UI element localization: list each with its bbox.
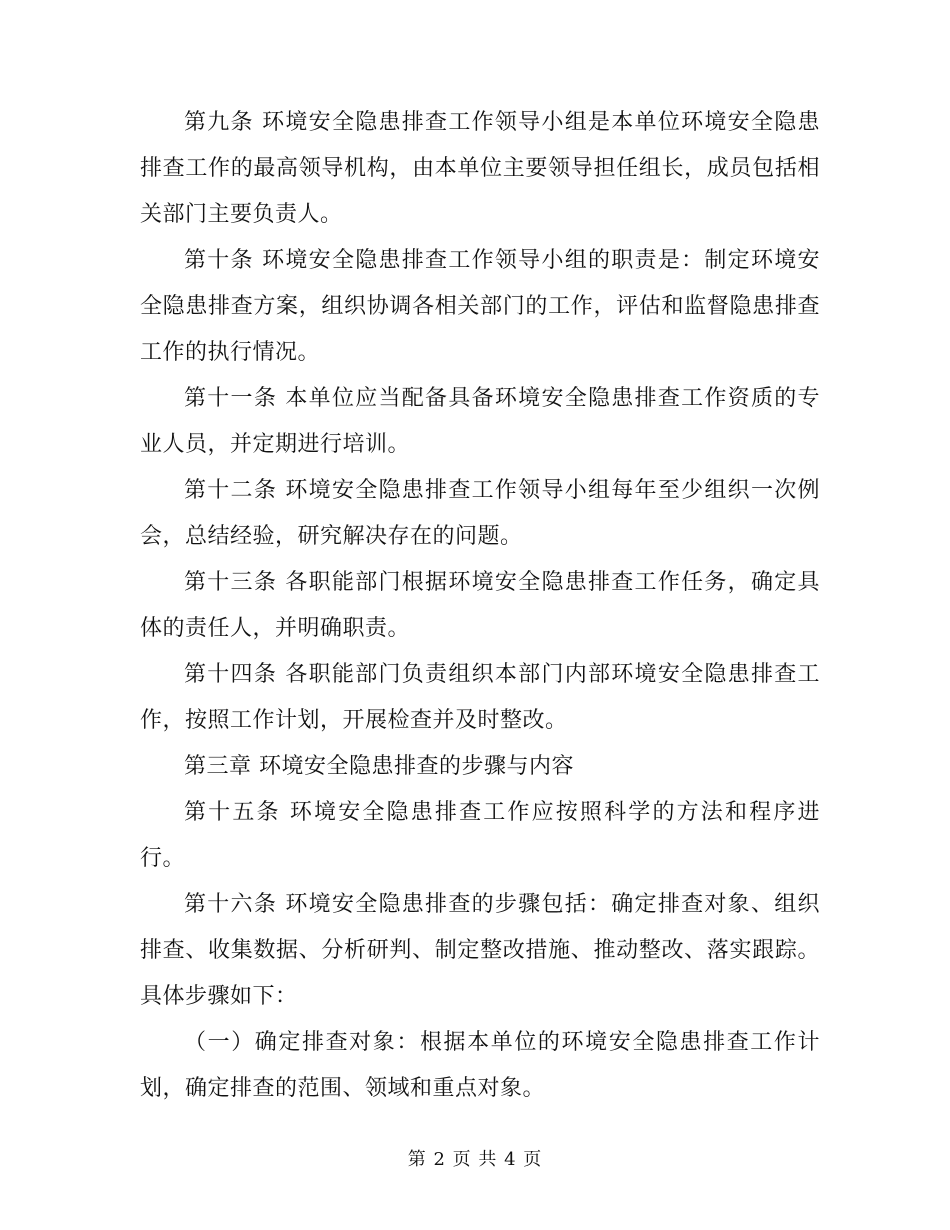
paragraph-article-13: 第十三条 各职能部门根据环境安全隐患排查工作任务，确定具体的责任人，并明确职责。 bbox=[140, 570, 820, 641]
paragraph-article-12: 第十二条 环境安全隐患排查工作领导小组每年至少组织一次例会，总结经验，研究解决存在的问题。 bbox=[140, 478, 820, 549]
paragraph-article-9: 第九条 环境安全隐患排查工作领导小组是本单位环境安全隐患排查工作的最高领导机构，由本单位主要领导担任组长，成员包括相关部门主要负责人。 bbox=[140, 110, 820, 227]
page-number-footer: 第 2 页 共 4 页 bbox=[407, 1149, 543, 1170]
paragraph-article-14: 第十四条 各职能部门负责组织本部门内部环境安全隐患排查工作，按照工作计划，开展检查并及时整改。 bbox=[140, 662, 820, 733]
paragraph-article-10: 第十条 环境安全隐患排查工作领导小组的职责是：制定环境安全隐患排查方案，组织协调各相关部门的工作，评估和监督隐患排查工作的执行情况。 bbox=[140, 248, 820, 365]
paragraph-article-16: 第十六条 环境安全隐患排查的步骤包括：确定排查对象、组织排查、收集数据、分析研判、制定整改措施、推动整改、落实跟踪。具体步骤如下： bbox=[140, 892, 820, 1009]
paragraph-article-11: 第十一条 本单位应当配备具备环境安全隐患排查工作资质的专业人员，并定期进行培训。 bbox=[140, 386, 820, 457]
paragraph-item-1: （一）确定排查对象：根据本单位的环境安全隐患排查工作计划，确定排查的范围、领域和重点对象。 bbox=[140, 1030, 820, 1101]
document-body bbox=[140, 100, 820, 1112]
chapter-heading-3: 第三章 环境安全隐患排查的步骤与内容 bbox=[184, 754, 574, 779]
paragraph-article-15: 第十五条 环境安全隐患排查工作应按照科学的方法和程序进行。 bbox=[140, 800, 820, 871]
